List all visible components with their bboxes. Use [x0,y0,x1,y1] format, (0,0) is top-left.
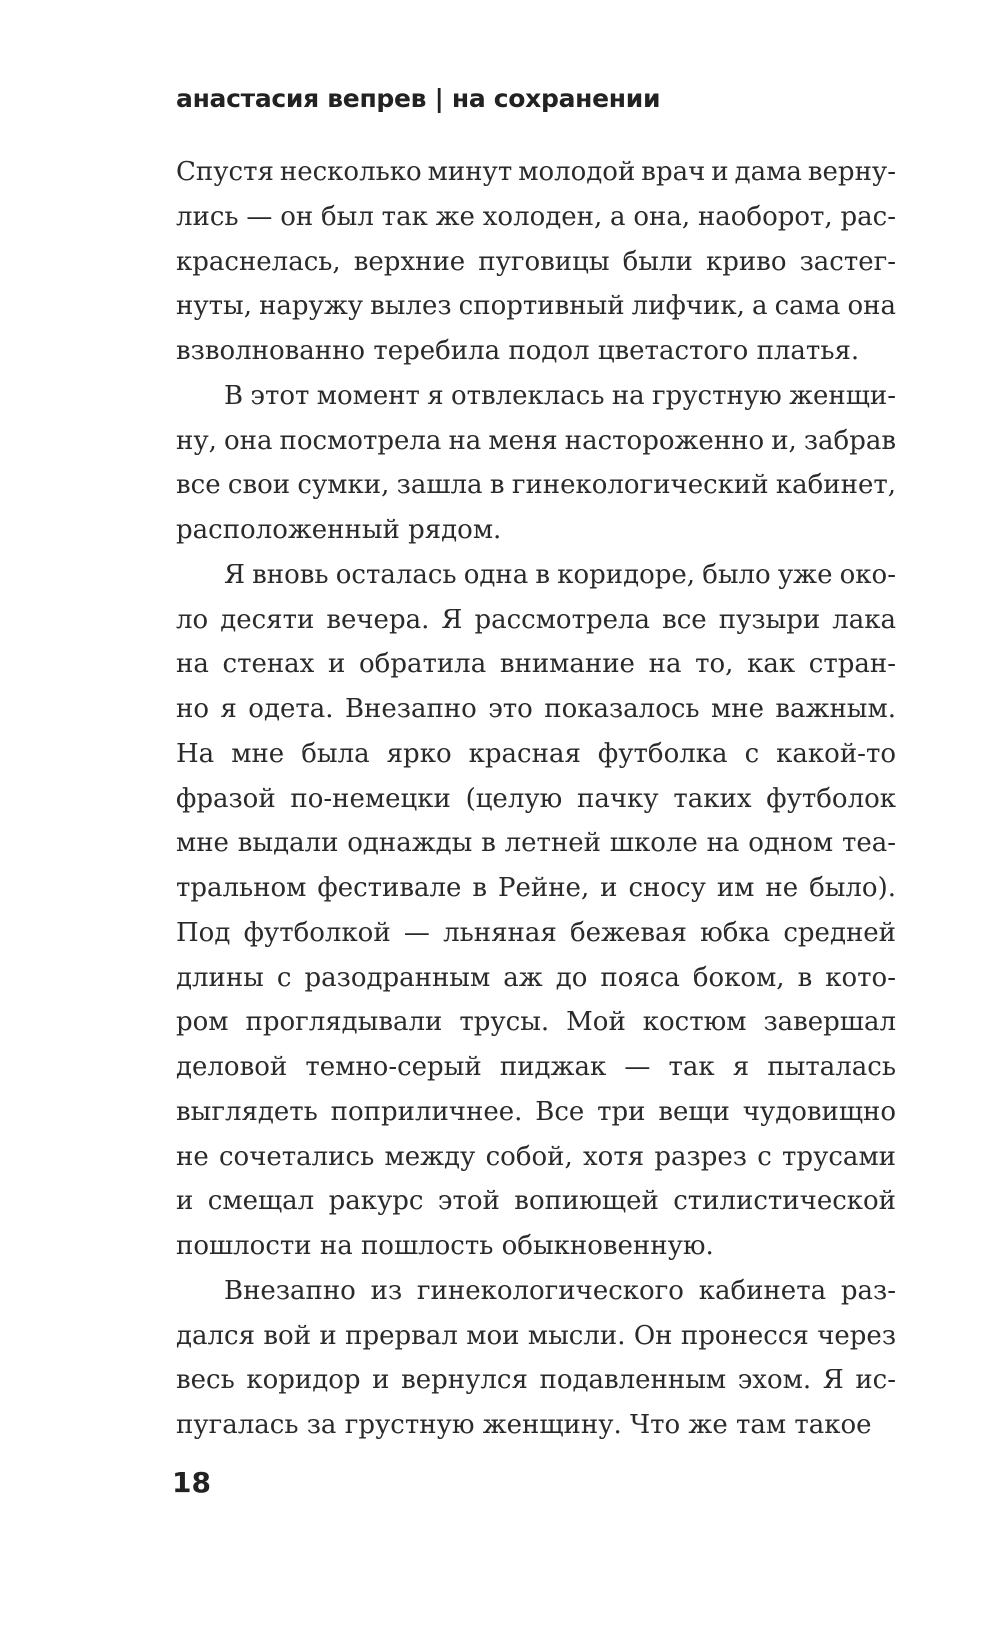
paragraph-first-line: Внезапно из гинекологического кабинета раз- [224,1275,896,1306]
text-line: все свои сумки, зашла в гинекологический кабинет, [176,470,896,501]
text-line: нуты, наружу вылез спортивный лифчик, а сама она [176,291,896,322]
text-line: дался вой и прервал мои мысли. Он пронесся через [176,1320,896,1351]
text-line: весь коридор и вернулся подавленным эхом. Я ис- [176,1365,896,1396]
text-line: на стенах и обратила внимание на то, как стран- [176,649,896,680]
text-line: тральном фестивале в Рейне, и сносу им не было). [176,873,896,903]
text-line: выглядеть поприличнее. Все три вещи чудовищно [176,1096,896,1127]
text-line: не сочетались между собой, хотя разрез с трусами [176,1141,896,1172]
text-line: краснелась, верхние пуговицы были криво застег- [176,246,896,277]
running-head: анастасия вепрев | на сохранении [176,84,661,113]
paragraph-first-line: Я вновь осталась одна в коридоре, было уже око- [224,559,896,590]
text-line: деловой темно-серый пиджак — так я пыталась [176,1052,896,1082]
text-line: ло десяти вечера. Я рассмотрела все пузыри лака [176,604,896,635]
text-line: лись — он был так же холоден, а она, наоборот, рас- [176,201,896,232]
text-line: На мне была ярко красная футболка с какой-то [176,738,896,769]
text-line: взволнованно теребила подол цветастого платья. [176,336,860,366]
text-line: фразой по-немецки (целую пачку таких футболок [176,783,896,814]
text-line: мне выдали однажды в летней школе на одном теа- [176,828,896,859]
text-line: расположенный рядом. [176,515,502,545]
text-line: пошлости на пошлость обыкновенную. [176,1231,714,1261]
text-line: Под футболкой — льняная бежевая юбка средней [176,917,896,948]
body-text [176,150,896,1448]
text-line: и смещал ракурс этой вопиющей стилистической [176,1186,896,1217]
text-line: пугалась за грустную женщину. Что же там такое [176,1410,872,1440]
page-number: 18 [172,1466,211,1499]
text-line: длины с разодранным аж до пояса боком, в кото- [176,962,896,993]
paragraph-first-line: В этот момент я отвлеклась на грустную женщи- [224,380,896,411]
text-line: Спустя несколько минут молодой врач и дама верну- [176,157,896,187]
text-line: но я одета. Внезапно это показалось мне важным. [176,694,896,724]
text-line: ром проглядывали трусы. Мой костюм завершал [176,1007,896,1038]
text-line: ну, она посмотрела на меня настороженно и, забрав [176,425,896,456]
